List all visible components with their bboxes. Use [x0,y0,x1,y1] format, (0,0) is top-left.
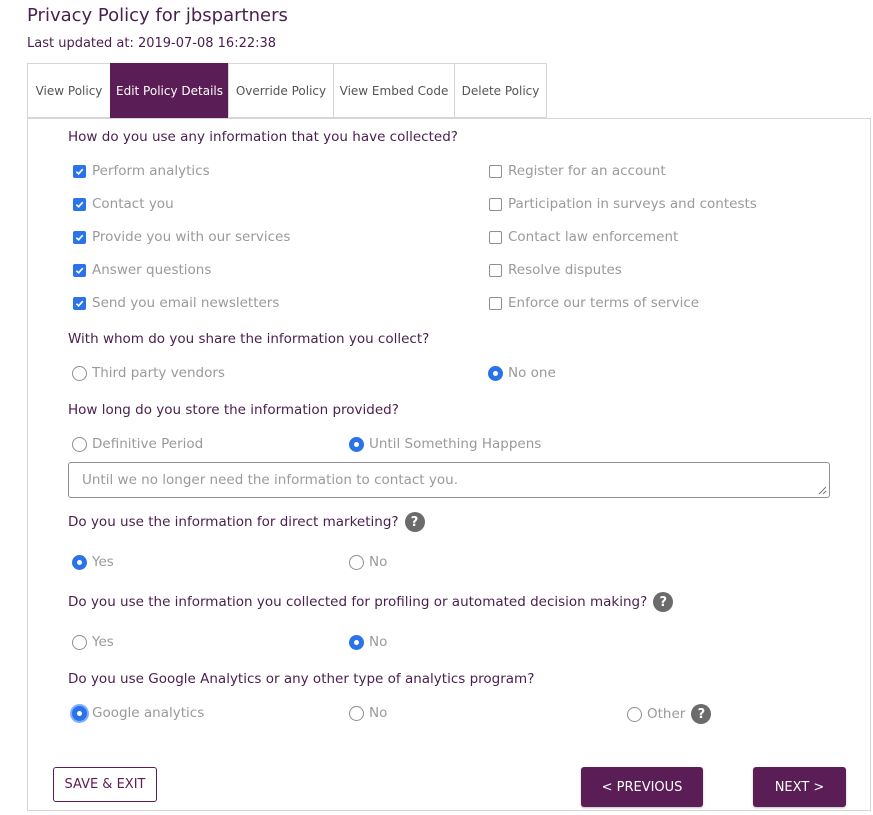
radio-analytics-no[interactable] [349,705,387,721]
radio-label: Other [647,706,686,722]
checkbox-answer-questions[interactable] [73,262,211,278]
radio-until-something-happens[interactable] [349,436,541,452]
question-profiling-label [68,592,673,612]
radio-label: No [369,634,388,650]
checkbox-checked-icon [73,297,86,310]
radio-profiling-no[interactable] [349,634,387,650]
radio-unselected-icon [72,635,87,650]
radio-selected-icon [72,706,87,721]
checkbox-unchecked-icon [489,231,502,244]
radio-definitive-period[interactable] [72,436,203,452]
previous-button[interactable]: < PREVIOUS [581,767,703,807]
checkbox-label: Resolve disputes [508,262,622,278]
radio-profiling-yes[interactable] [72,634,114,650]
resize-grip-icon[interactable] [818,486,827,495]
radio-label: No one [508,365,556,381]
radio-unselected-icon [72,366,87,381]
help-icon[interactable]: ? [405,512,425,532]
checkbox-label: Contact you [92,196,174,212]
checkbox-unchecked-icon [489,165,502,178]
checkbox-email-newsletters[interactable] [73,295,279,311]
radio-label: Until Something Happens [369,436,542,452]
checkbox-unchecked-icon [489,198,502,211]
radio-marketing-yes[interactable] [72,554,114,570]
tab-edit-policy-details[interactable]: Edit Policy Details [110,63,228,118]
radio-label: Yes [92,634,114,650]
tab-bar [27,63,547,119]
question-use-label: How do you use any information that you have collected? [68,129,458,145]
question-share-label: With whom do you share the information you collect? [68,331,430,347]
radio-selected-icon [349,437,364,452]
checkbox-enforce-terms[interactable] [489,295,699,311]
checkbox-label: Perform analytics [92,163,210,179]
radio-label: No [369,705,388,721]
question-store-label: How long do you store the information provided? [68,402,399,418]
radio-marketing-no[interactable] [349,554,387,570]
checkbox-surveys-contests[interactable] [489,196,757,212]
tab-view-policy[interactable]: View Policy [27,63,110,118]
radio-label: No [369,554,388,570]
checkbox-label: Send you email newsletters [92,295,280,311]
checkbox-label: Provide you with our services [92,229,291,245]
radio-unselected-icon [349,706,364,721]
checkbox-contact-you[interactable] [73,196,174,212]
radio-selected-icon [349,635,364,650]
checkbox-provide-services[interactable] [73,229,290,245]
checkbox-checked-icon [73,231,86,244]
checkbox-unchecked-icon [489,264,502,277]
radio-label: Third party vendors [92,365,225,381]
help-icon[interactable]: ? [691,704,711,724]
radio-selected-icon [72,555,87,570]
checkbox-label: Participation in surveys and contests [508,196,757,212]
checkbox-law-enforcement[interactable] [489,229,678,245]
radio-unselected-icon [72,437,87,452]
radio-selected-icon [488,366,503,381]
checkbox-resolve-disputes[interactable] [489,262,622,278]
radio-label: Definitive Period [92,436,204,452]
page-title: Privacy Policy for jbspartners [27,5,288,26]
radio-no-one[interactable] [488,365,556,381]
radio-unselected-icon [627,707,642,722]
tab-override-policy[interactable]: Override Policy [228,63,333,118]
checkbox-label: Contact law enforcement [508,229,679,245]
radio-third-party-vendors[interactable] [72,365,225,381]
checkbox-perform-analytics[interactable] [73,163,210,179]
radio-label: Google analytics [92,705,205,721]
question-text: Do you use the information you collected for profiling or automated decision making? [68,594,648,610]
tab-view-embed-code[interactable]: View Embed Code [333,63,454,118]
radio-unselected-icon [349,555,364,570]
tab-delete-policy[interactable]: Delete Policy [454,63,547,118]
help-icon[interactable]: ? [653,592,673,612]
save-exit-button[interactable]: SAVE & EXIT [53,767,157,802]
checkbox-checked-icon [73,165,86,178]
checkbox-label: Answer questions [92,262,212,278]
question-marketing-label [68,512,425,532]
checkbox-checked-icon [73,264,86,277]
checkbox-register-account[interactable] [489,163,666,179]
radio-analytics-other[interactable] [627,704,711,724]
checkbox-label: Enforce our terms of service [508,295,700,311]
last-updated: Last updated at: 2019-07-08 16:22:38 [27,36,277,51]
radio-google-analytics[interactable] [72,705,204,721]
checkbox-unchecked-icon [489,297,502,310]
question-text: Do you use the information for direct marketing? [68,514,399,530]
question-analytics-label: Do you use Google Analytics or any other type of analytics program? [68,671,535,687]
checkbox-label: Register for an account [508,163,666,179]
checkbox-checked-icon [73,198,86,211]
next-button[interactable]: NEXT > [753,767,846,807]
storage-condition-textarea[interactable]: Until we no longer need the information to contact you. [68,462,830,498]
radio-label: Yes [92,554,114,570]
